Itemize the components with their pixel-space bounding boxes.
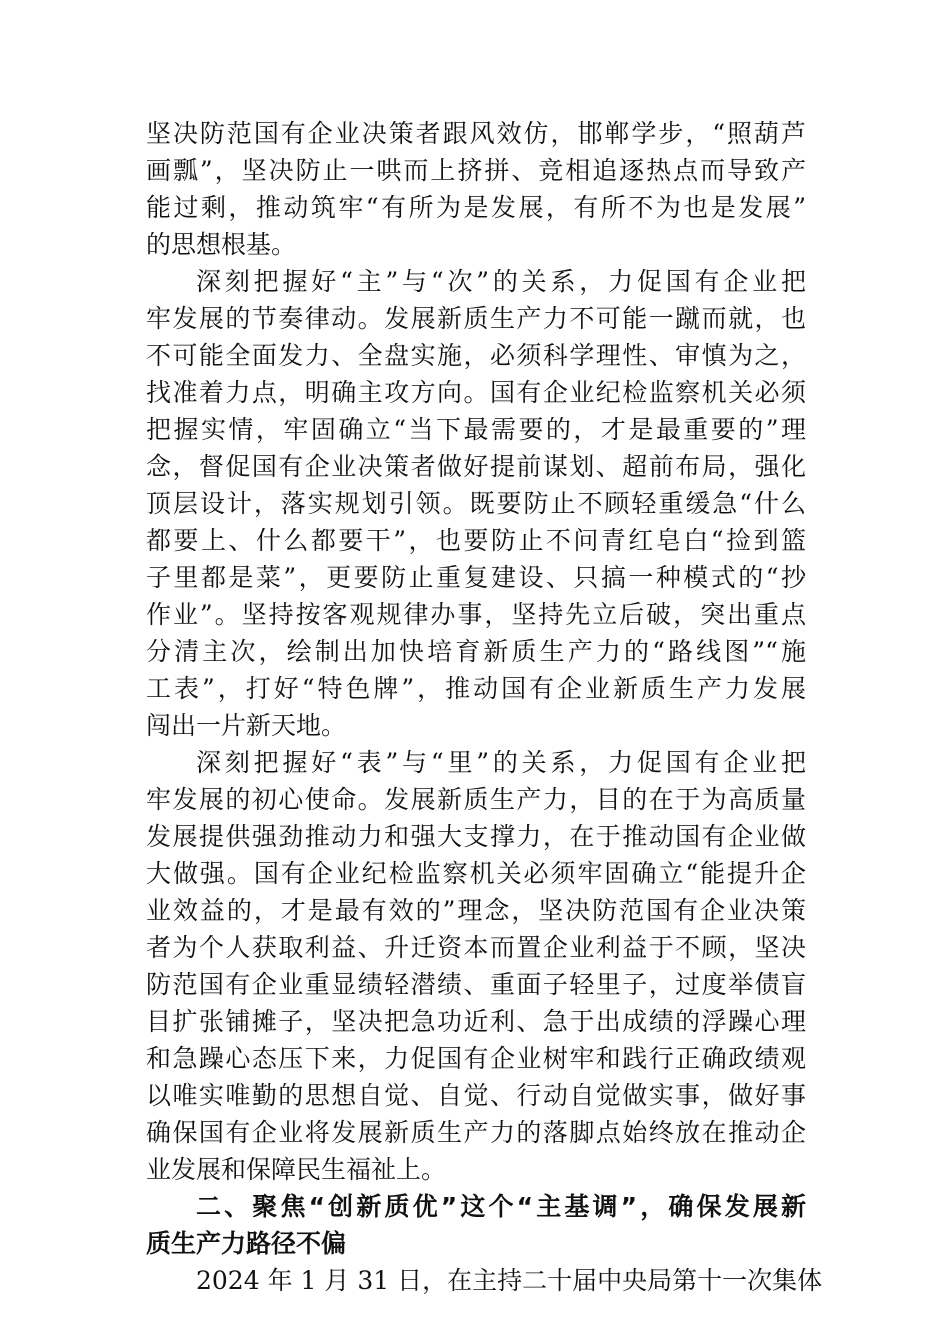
- text-line: 子里都是菜”，更要防止重复建设、只搞一种模式的“抄: [146, 563, 806, 592]
- text-line: 顶层设计，落实规划引领。既要防止不顾轻重缓急“什么: [146, 489, 806, 518]
- text-line: 和急躁心态压下来，力促国有企业树牢和践行正确政绩观: [146, 1044, 806, 1073]
- paragraph-first-line: 深刻把握好“表”与“里”的关系，力促国有企业把: [196, 748, 806, 777]
- text-line: 找准着力点，明确主攻方向。国有企业纪检监察机关必须: [146, 378, 806, 407]
- text-line: 能过剩，推动筑牢“有所为是发展，有所不为也是发展”: [146, 193, 806, 222]
- text-line: 作业”。坚持按客观规律办事，坚持先立后破，突出重点: [146, 600, 806, 629]
- text-line: 目扩张铺摊子，坚决把急功近利、急于出成绩的浮躁心理: [146, 1007, 806, 1036]
- text-line: 业发展和保障民生福祉上。: [146, 1155, 447, 1184]
- text-line: 牢发展的初心使命。发展新质生产力，目的在于为高质量: [146, 785, 806, 814]
- text-line: 大做强。国有企业纪检监察机关必须牢固确立“能提升企: [146, 859, 806, 888]
- section-heading: 二、聚焦“创新质优”这个“主基调”，确保发展新: [196, 1192, 806, 1221]
- text-line: 念，督促国有企业决策者做好提前谋划、超前布局，强化: [146, 452, 806, 481]
- text-line: 分清主次，绘制出加快培育新质生产力的“路线图”“施: [146, 637, 806, 666]
- text-line: 确保国有企业将发展新质生产力的落脚点始终放在推动企: [146, 1118, 806, 1147]
- text-line: 者为个人获取利益、升迁资本而置企业利益于不顾，坚决: [146, 933, 806, 962]
- text-line: 坚决防范国有企业决策者跟风效仿，邯郸学步，“照葫芦: [146, 119, 806, 148]
- text-line: 都要上、什么都要干”，也要防止不问青红皂白“捡到篮: [146, 526, 806, 555]
- text-line: 牢发展的节奏律动。发展新质生产力不可能一蹴而就，也: [146, 304, 806, 333]
- text-line: 不可能全面发力、全盘实施，必须科学理性、审慎为之，: [146, 341, 806, 370]
- text-line: 把握实情，牢固确立“当下最需要的，才是最重要的”理: [146, 415, 806, 444]
- text-line: 业效益的，才是最有效的”理念，坚决防范国有企业决策: [146, 896, 806, 925]
- text-line: 的思想根基。: [146, 230, 297, 259]
- paragraph-first-line: 2024 年 1 月 31 日，在主持二十届中央局第十一次集体: [196, 1266, 823, 1295]
- text-line: 发展提供强劲推动力和强大支撑力，在于推动国有企业做: [146, 822, 806, 851]
- text-line: 画瓢”，坚决防止一哄而上挤拼、竞相追逐热点而导致产: [146, 156, 806, 185]
- text-line: 以唯实唯勤的思想自觉、自觉、行动自觉做实事，做好事: [146, 1081, 806, 1110]
- section-heading-continued: 质生产力路径不偏: [146, 1229, 347, 1258]
- paragraph-first-line: 深刻把握好“主”与“次”的关系，力促国有企业把: [196, 267, 806, 296]
- text-line: 防范国有企业重显绩轻潜绩、重面子轻里子，过度举债盲: [146, 970, 806, 999]
- text-line: 闯出一片新天地。: [146, 711, 347, 740]
- text-line: 工表”，打好“特色牌”，推动国有企业新质生产力发展: [146, 674, 806, 703]
